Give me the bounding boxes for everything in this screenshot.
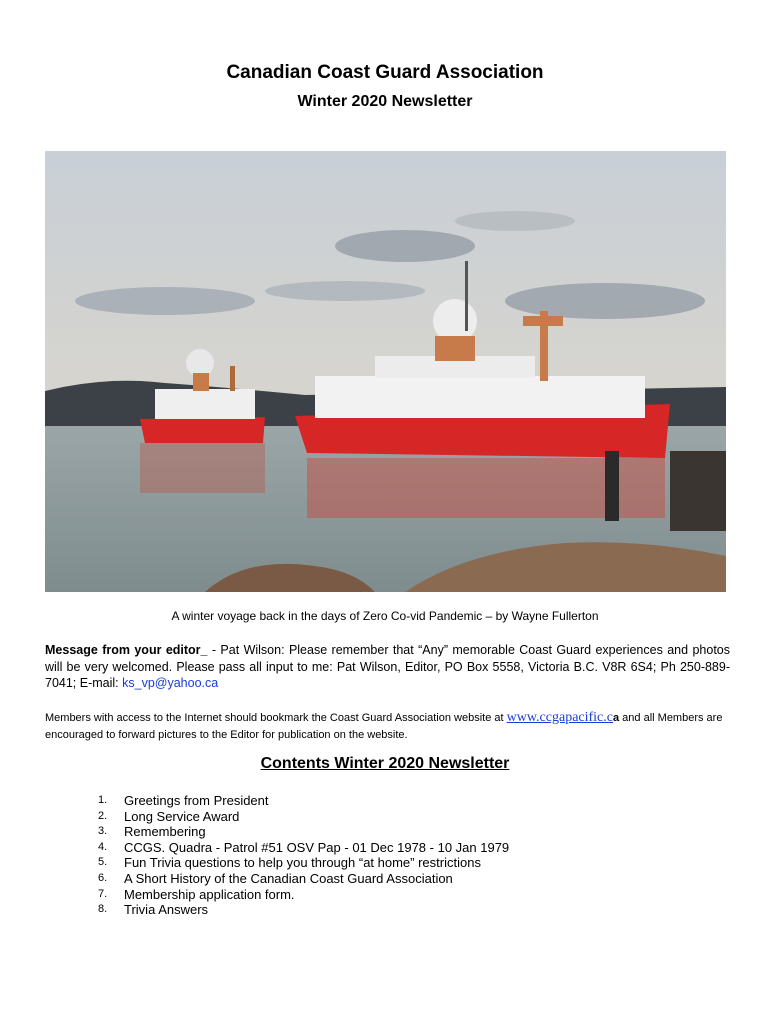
contents-item (98, 809, 509, 825)
contents-item-label: Long Service Award (124, 808, 240, 824)
contents-list (98, 793, 509, 918)
contents-item-number: 8. (98, 903, 108, 916)
contents-item-number: 2. (98, 809, 108, 822)
editor-email-link[interactable]: ks_vp@yahoo.ca (122, 676, 219, 690)
website-link[interactable]: www.ccgapacific.c (506, 710, 613, 725)
ships-photo (45, 151, 726, 592)
members-note-text-after: and all Members are encouraged to forward pictures to the Editor for publication on the website. (45, 712, 723, 741)
contents-item-label: Greetings from President (124, 793, 269, 808)
contents-item (98, 824, 509, 840)
editor-message-text: - Pat Wilson: Please remember that “Any” memorable Coast Guard experiences and photos will be very welcomed. Please pass all input to me: Pat Wilson, Editor, PO Box 5558, Victoria B.C. V8R 6S4; Ph 250-889-7041; E-mail: (45, 643, 730, 690)
editor-message-label: Message from your editor_ (45, 643, 208, 657)
members-note-text-before: Members with access to the Internet should bookmark the Coast Guard Association website at (45, 712, 507, 724)
contents-item (98, 793, 509, 809)
contents-item-number: 1. (98, 794, 108, 806)
contents-item (98, 902, 509, 918)
photo-caption: A winter voyage back in the days of Zero Co-vid Pandemic – by Wayne Fullerton (171, 609, 599, 623)
contents-item (98, 871, 509, 887)
contents-item-label: Fun Trivia questions to help you through “at home” restrictions (124, 855, 481, 871)
newsletter-subtitle: Winter 2020 Newsletter (297, 93, 473, 110)
contents-item-number: 4. (98, 840, 108, 853)
newsletter-title: Canadian Coast Guard Association (226, 62, 544, 83)
contents-item-number: 3. (98, 825, 108, 838)
editor-message (45, 642, 730, 692)
website-link-suffix: a (613, 712, 620, 724)
contents-item-label: CCGS. Quadra - Patrol #51 OSV Pap - 01 Dec 1978 - 10 Jan 1979 (124, 839, 510, 855)
members-note (45, 709, 735, 744)
contents-item (98, 840, 509, 856)
contents-title: Contents Winter 2020 Newsletter (260, 755, 510, 772)
contents-item (98, 887, 509, 903)
contents-item-label: Membership application form. (124, 886, 295, 902)
contents-item-label: Remembering (124, 824, 206, 840)
contents-item (98, 855, 509, 871)
contents-item-number: 7. (98, 887, 108, 900)
contents-item-number: 5. (98, 856, 108, 869)
contents-item-number: 6. (98, 871, 108, 884)
contents-item-label: A Short History of the Canadian Coast Guard Association (124, 870, 453, 886)
contents-item-label: Trivia Answers (124, 902, 209, 918)
